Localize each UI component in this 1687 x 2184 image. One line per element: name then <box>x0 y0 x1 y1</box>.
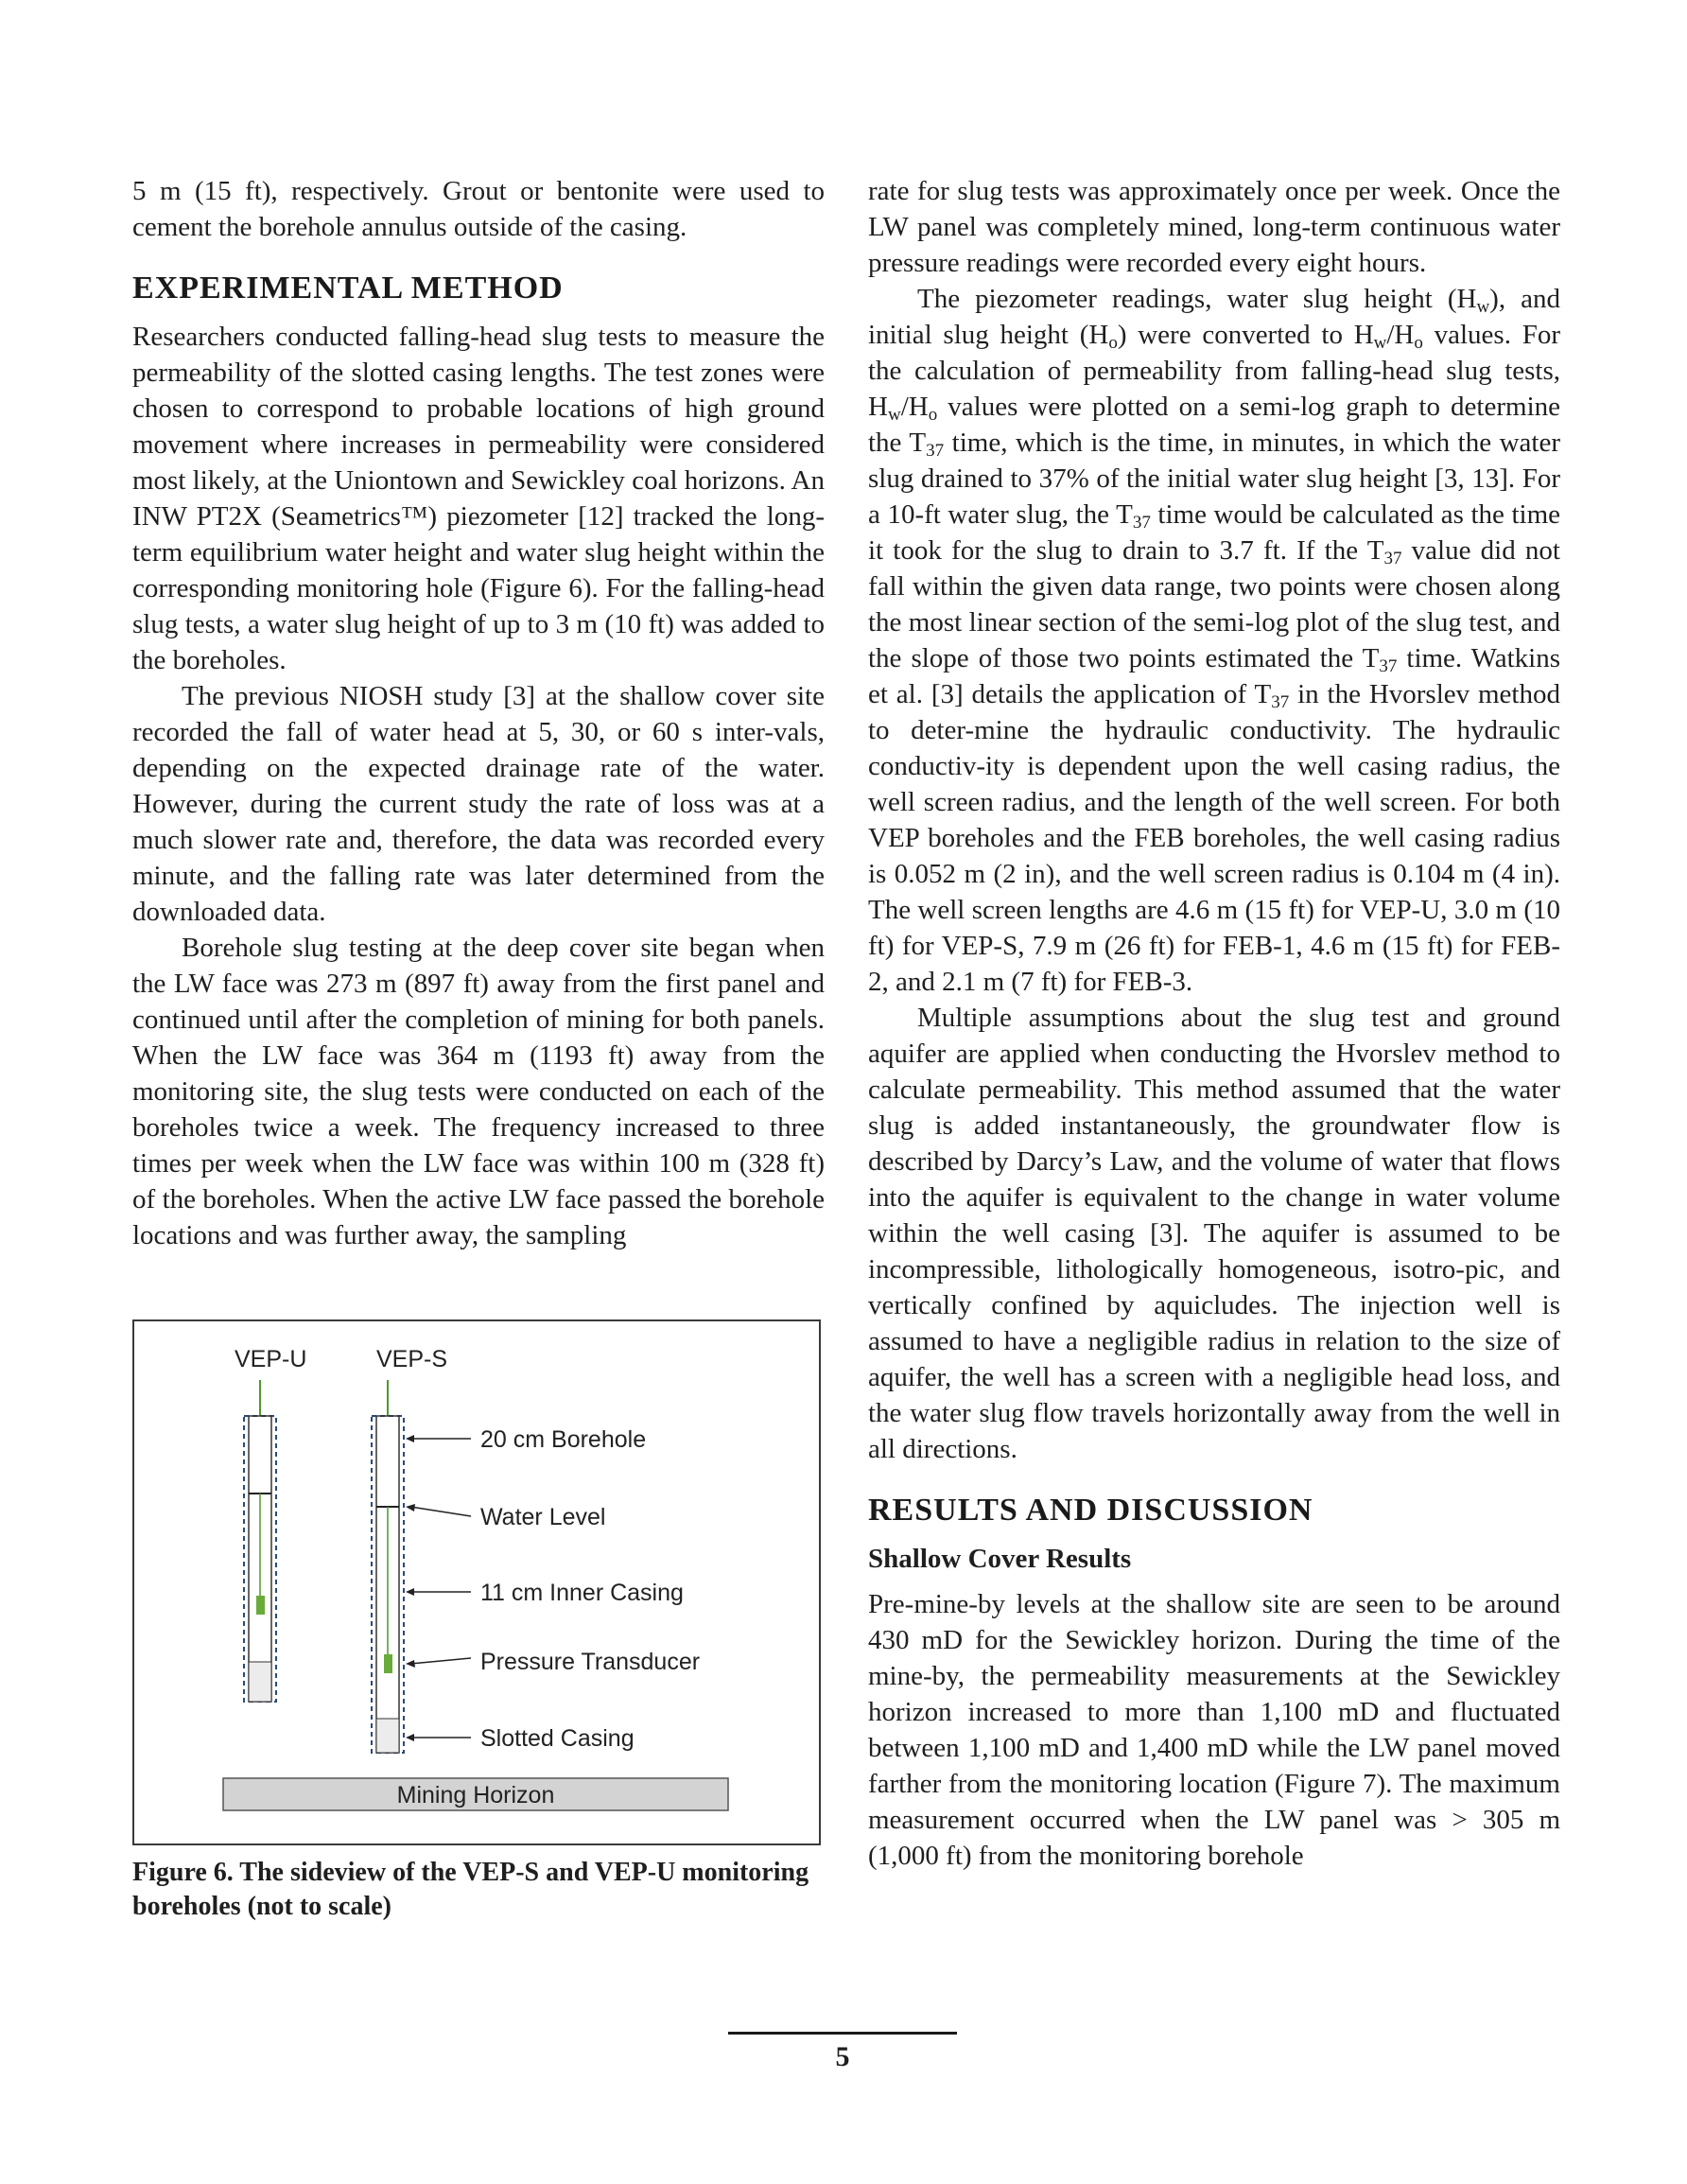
callout-inner-casing <box>406 1580 684 1606</box>
mining-horizon-label: Mining Horizon <box>396 1782 555 1808</box>
svg-text:20 cm Borehole: 20 cm Borehole <box>480 1426 647 1453</box>
transducer-marker <box>256 1596 265 1615</box>
vep-u-well <box>244 1380 276 1702</box>
section-heading-experimental-method: EXPERIMENTAL METHOD <box>132 271 564 306</box>
left-column <box>132 173 825 1253</box>
footer-rule <box>728 2032 957 2035</box>
paragraph: 5 m (15 ft), respectively. Grout or bentonite were used to cement the borehole annulus outside of the casing. <box>132 176 825 242</box>
right-column <box>868 173 1560 1874</box>
page-number: 5 <box>835 2041 850 2072</box>
callout-slotted-casing <box>406 1725 635 1752</box>
paragraph: Pre-mine-by levels at the shallow site are seen to be around 430 mD for the Sewickley horizon. During the time of the mine-by, the permeability measurements at the Sewickley horizon increased to more than 1,100 mD and fluctuated between 1,100 mD and 1,400 mD while the LW panel moved farther from the monitoring location (Figure 7). The maximum measurement occurred when the LW panel was > 305 m (1,000 ft) from the monitoring borehole <box>868 1589 1560 1871</box>
callout-pressure-transducer <box>406 1649 700 1675</box>
paragraph: Researchers conducted falling-head slug tests to measure the permeability of the slotted casing lengths. The test zones were chosen to correspond to probable locations of high ground movement where increases in permeability were considered most likely, at the Uniontown and Sewickley coal horizons. An INW PT2X (Seametrics™) piezometer [12] tracked the long-term equilibrium water height and water slug height within the corresponding monitoring hole (Figure 6). For the falling-head slug tests, a water slug height of up to 3 m (10 ft) was added to the boreholes. <box>132 322 825 675</box>
svg-text:Water Level: Water Level <box>480 1504 606 1530</box>
paragraph: Borehole slug testing at the deep cover site began when the LW face was 273 m (897 ft) away from the first panel and continued until after the completion of mining for both panels. When the LW face was 364 m (1193 ft) away from the monitoring site, the slug tests were conducted on each of the boreholes twice a week. The frequency increased to three times per week when the LW face was within 100 m (328 ft) of the boreholes. When the active LW face passed the borehole locations and was further away, the sampling <box>132 933 825 1250</box>
callout-water-level <box>406 1504 605 1530</box>
callout-20cm-borehole <box>406 1426 646 1453</box>
paragraph: rate for slug tests was approximately once per week. Once the LW panel was completely mined, long-term continuous water pressure readings were recorded every eight hours. <box>868 176 1560 278</box>
transducer-marker <box>384 1654 392 1673</box>
svg-text:11 cm Inner Casing: 11 cm Inner Casing <box>480 1580 684 1606</box>
paragraph: The previous NIOSH study [3] at the shallow cover site recorded the fall of water head at 5, 30, or 60 s inter-vals, depending on the expected drainage rate of the water. However, during the current study the rate of loss was at a much slower rate and, therefore, the data was recorded every minute, and the falling rate was later determined from the downloaded data. <box>132 681 825 927</box>
subheading-shallow-cover-results: Shallow Cover Results <box>868 1544 1132 1574</box>
label-vep-u: VEP-U <box>235 1346 307 1372</box>
figure-caption: Figure 6. The sideview of the VEP-S and VEP-U monitoring boreholes (not to scale) <box>132 1858 809 1921</box>
label-vep-s: VEP-S <box>376 1346 448 1372</box>
figure-6-borehole-diagram <box>132 1319 821 1845</box>
section-heading-results-and-discussion: RESULTS AND DISCUSSION <box>868 1493 1313 1528</box>
paragraph: Multiple assumptions about the slug test and ground aquifer are applied when conducting the Hvorslev method to calculate permeability. This method assumed that the water slug is added instantaneously, the groundwater flow is described by Darcy’s Law, and the volume of water that flows into the aquifer is equivalent to the change in water volume within the well casing [3]. The aquifer is assumed to be incompressible, lithologically homogeneous, isotro-pic, and vertically confined by aquicludes. The injection well is assumed to have a negligible radius in relation to the size of aquifer, the well has a screen with a negligible head loss, and the water slug flow travels horizontally away from the well in all directions. <box>868 1003 1560 1464</box>
svg-text:Pressure Transducer: Pressure Transducer <box>480 1649 701 1675</box>
svg-text:Slotted Casing: Slotted Casing <box>480 1725 635 1752</box>
paragraph: The piezometer readings, water slug height $(H_w)$, and initial slug height $(H_o)$ were converted to $H_w/H_o$ values. For the calculation of permeability from falling-head slug tests, $H_w/H_o$ values were plotted on a semi-log graph to determine the $T_{37}$ time, which is the time, in minutes, in which the water slug drained to 37% of the initial water slug height [3, 13]. For a 10-ft water slug, the $T_{37}$ time would be calculated as the time it took for the slug to drain to 3.7 ft. If the $T_{37}$ value did not fall within the given data range, two points were chosen along the most linear section of the semi-log plot of the slug test, and the slope of those two points estimated the $T_{37}$ time. Watkins et al. [3] details the application of $T_{37}$ in the Hvorslev method to deter-mine the hydraulic conductivity. The hydraulic conductiv-ity is dependent upon the well casing radius, the well screen radius, and the length of the well screen. For both VEP boreholes and the FEB boreholes, the well casing radius is 0.052 m (2 in), and the well screen radius is 0.104 m (4 in). The well screen lengths are 4.6 m (15 ft) for VEP-U, 3.0 m (10 ft) for VEP-S, 7.9 m (26 ft) for FEB-1, 4.6 m (15 ft) for FEB-2, and 2.1 m (7 ft) for FEB-3. <box>868 284 1561 997</box>
mining-horizon-bar <box>223 1778 728 1810</box>
vep-s-well <box>372 1380 404 1753</box>
